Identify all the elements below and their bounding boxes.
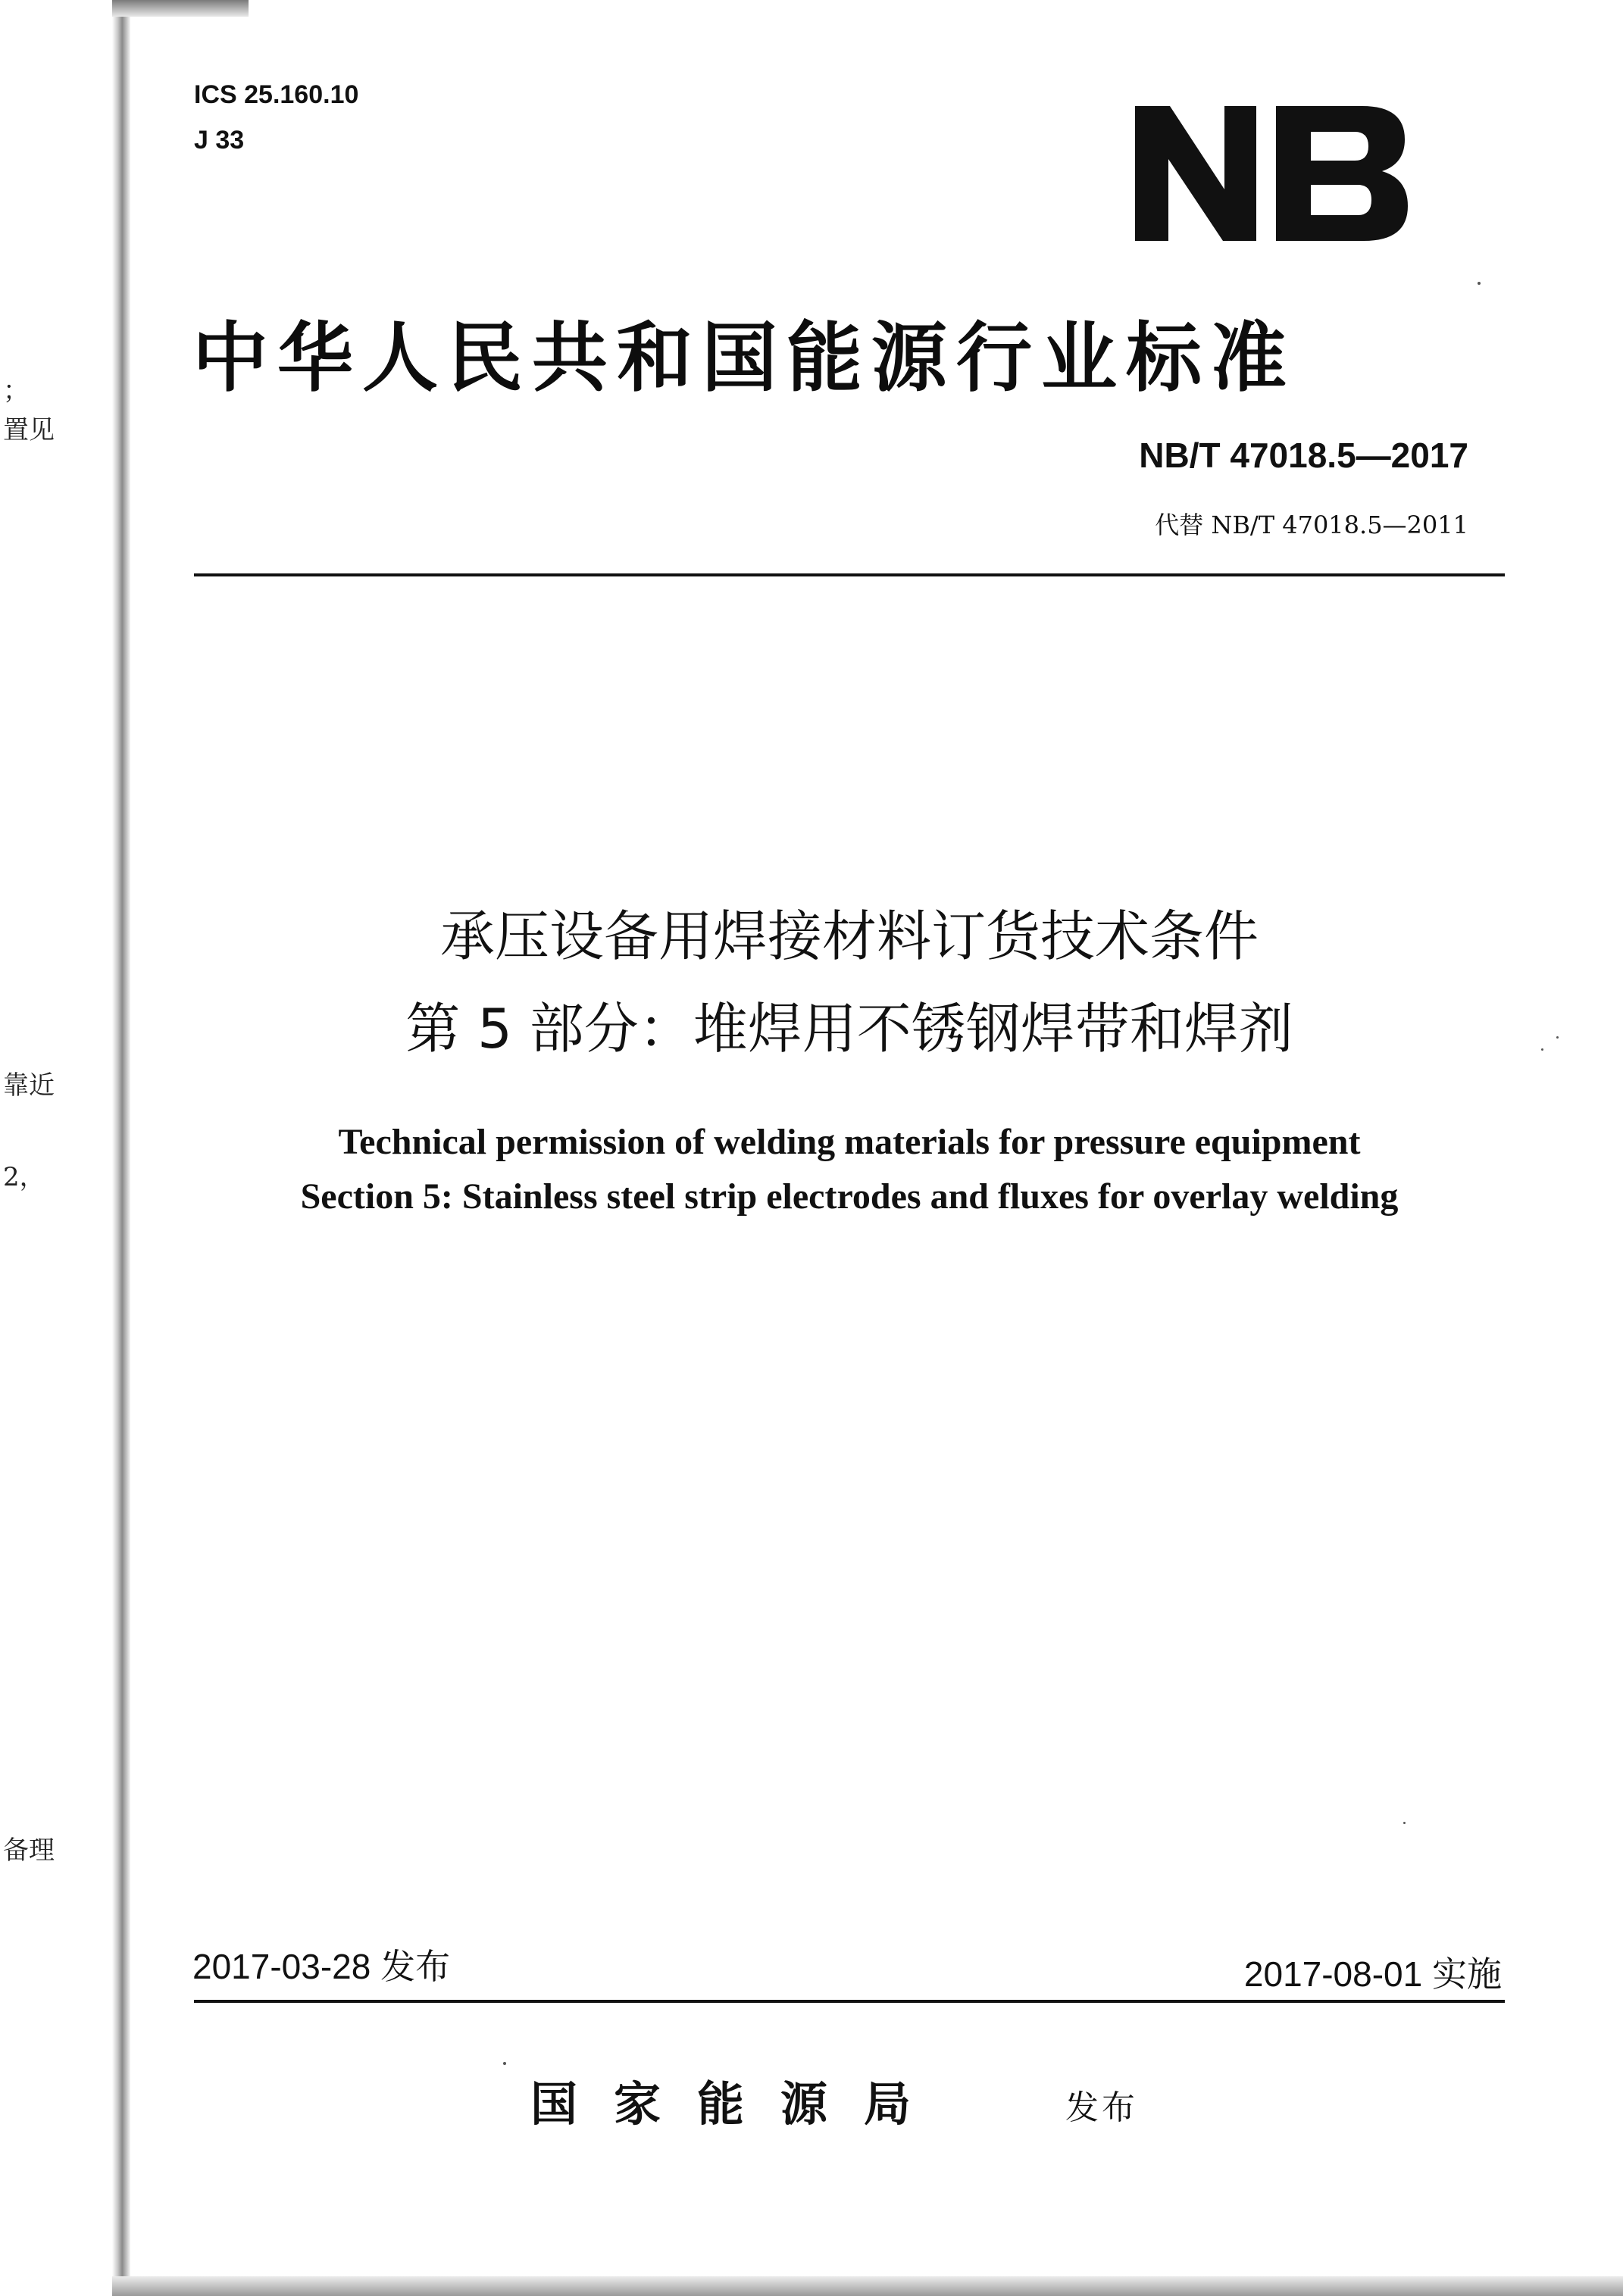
document-title-en: Technical permission of welding materials for pressure equipment (338, 1122, 1361, 1162)
scan-corner-shadow (112, 0, 249, 17)
bleed-through-text: 置见 (3, 415, 55, 445)
bleed-through-text: 靠近 (3, 1070, 55, 1101)
page-title: 中华人民共和国能源行业标准 (192, 314, 1296, 402)
ccs-code: J 33 (194, 126, 245, 155)
nb-logo-letter-b (1276, 106, 1408, 241)
nb-logo (1135, 106, 1408, 241)
publisher-suffix: 发布 (1065, 2088, 1138, 2127)
issue-date: 2017-03-28 发布 (192, 1947, 451, 1986)
scan-bottom-edge (112, 2276, 1623, 2296)
ics-code: ICS 25.160.10 (194, 80, 359, 109)
scan-speck (1556, 1036, 1559, 1039)
document-title-zh: 承压设备用焊接材料订货技术条件 (439, 904, 1259, 968)
scan-speck (1403, 1822, 1406, 1824)
header-divider (194, 573, 1505, 576)
standard-number: NB/T 47018.5—2017 (1139, 436, 1468, 475)
bleed-through-text: 备理 (3, 1835, 55, 1866)
document-subtitle-zh: 第 5 部分：堆焊用不锈钢焊带和焊剂 (405, 997, 1293, 1061)
scan-speck (1541, 1048, 1543, 1051)
implementation-date: 2017-08-01 实施 (1243, 1954, 1502, 1994)
publisher-name: 国家能源局 (530, 2076, 948, 2132)
scan-speck (1478, 282, 1481, 285)
scan-speck (503, 2062, 506, 2065)
footer-divider (194, 2000, 1505, 2003)
replaced-standard: 代替 NB/T 47018.5—2011 (1155, 511, 1468, 539)
document-subtitle-en: Section 5: Stainless steel strip electrodes and fluxes for overlay welding (300, 1176, 1399, 1217)
bleed-through-text: ； (3, 376, 29, 406)
bleed-through-text: 2， (3, 1162, 45, 1192)
nb-logo-letter-n (1135, 106, 1256, 241)
